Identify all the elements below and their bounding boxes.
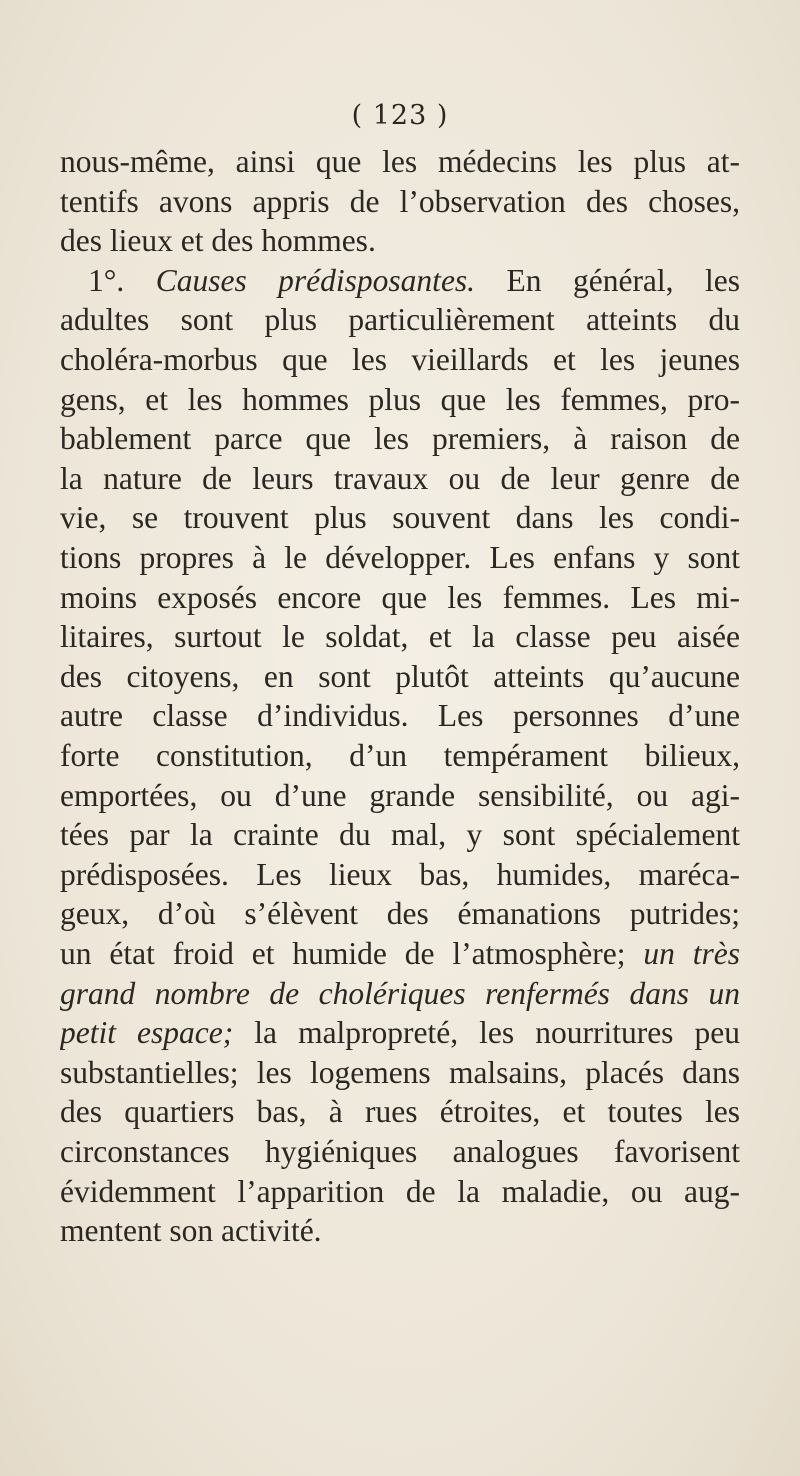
text-run: autre classe d’individus. Les personnes d’une [60, 698, 740, 734]
italic-text: grand nombre de cholériques renfermés dans un [60, 975, 740, 1011]
text-line [60, 617, 740, 657]
text-line [60, 142, 740, 182]
text-run: prédisposées. Les lieux bas, humides, maréca- [60, 856, 740, 892]
text-line [60, 934, 740, 974]
italic-text: Causes prédisposantes. [155, 262, 476, 298]
text-line [60, 815, 740, 855]
text-line [60, 657, 740, 697]
text-run: bablement parce que les premiers, à raison de [60, 421, 740, 457]
text-line [88, 261, 740, 301]
text-run: des citoyens, en sont plutôt atteints qu’aucune [60, 658, 740, 694]
text-line [60, 1013, 740, 1053]
page-number: ( 123 ) [351, 100, 449, 131]
text-line [60, 380, 740, 420]
text-line [60, 696, 740, 736]
text-line [60, 1132, 740, 1172]
text-run: moins exposés encore que les femmes. Les mi- [60, 579, 740, 615]
text-line [60, 894, 740, 934]
text-line [60, 855, 740, 895]
text-run: geux, d’où s’élèvent des émanations putrides; [60, 896, 740, 932]
text-run: la nature de leurs travaux ou de leur genre de [60, 460, 740, 496]
text-line [60, 300, 740, 340]
text-run: emportées, ou d’une grande sensibilité, ou agi- [60, 777, 740, 813]
text-run: la malpropreté, les nourritures peu [233, 1015, 740, 1051]
text-line [60, 340, 740, 380]
text-run: nous-même, ainsi que les médecins les plus at- [60, 144, 740, 179]
text-line [60, 1172, 740, 1212]
text-run: des lieux et des hommes. [60, 223, 376, 259]
text-line [60, 1053, 740, 1093]
text-line [60, 538, 740, 578]
text-line [60, 578, 740, 618]
text-run: En général, les [475, 262, 740, 298]
italic-text: un très [643, 936, 740, 971]
text-run: évidemment l’apparition de la maladie, ou aug- [60, 1173, 740, 1209]
text-run: tées par la crainte du mal, y sont spécialement [60, 817, 740, 853]
text-line [60, 1092, 740, 1132]
text-line [60, 776, 740, 816]
text-line [60, 182, 740, 222]
text-run: substantielles; les logemens malsains, placés dans [60, 1054, 740, 1090]
text-run: adultes sont plus particulièrement atteints du [60, 302, 740, 338]
text-run: choléra-morbus que les vieillards et les jeunes [60, 342, 740, 377]
italic-text: petit espace; [60, 1015, 234, 1051]
text-run: mentent son activité. [60, 1213, 322, 1249]
text-run: circonstances hygiéniques analogues favorisent [60, 1134, 740, 1169]
text-run: 1°. [88, 262, 156, 298]
text-run: des quartiers bas, à rues étroites, et toutes les [60, 1094, 740, 1130]
text-line [60, 736, 740, 776]
text-run: forte constitution, d’un tempérament bilieux, [60, 738, 740, 773]
text-run: un état froid et humide de l’atmosphère; [60, 936, 644, 971]
text-line [60, 498, 740, 538]
text-run: litaires, surtout le soldat, et la classe peu aisée [60, 619, 740, 655]
text-run: gens, et les hommes plus que les femmes, pro- [60, 381, 740, 417]
text-line [60, 419, 740, 459]
text-line [60, 1211, 740, 1251]
text-line [60, 221, 740, 261]
text-run: tentifs avons appris de l’observation des choses, [60, 183, 740, 219]
text-run: vie, se trouvent plus souvent dans les condi- [60, 500, 740, 536]
text-run: tions propres à le développer. Les enfans y sont [60, 540, 740, 575]
text-line [60, 974, 740, 1014]
text-line [60, 459, 740, 499]
